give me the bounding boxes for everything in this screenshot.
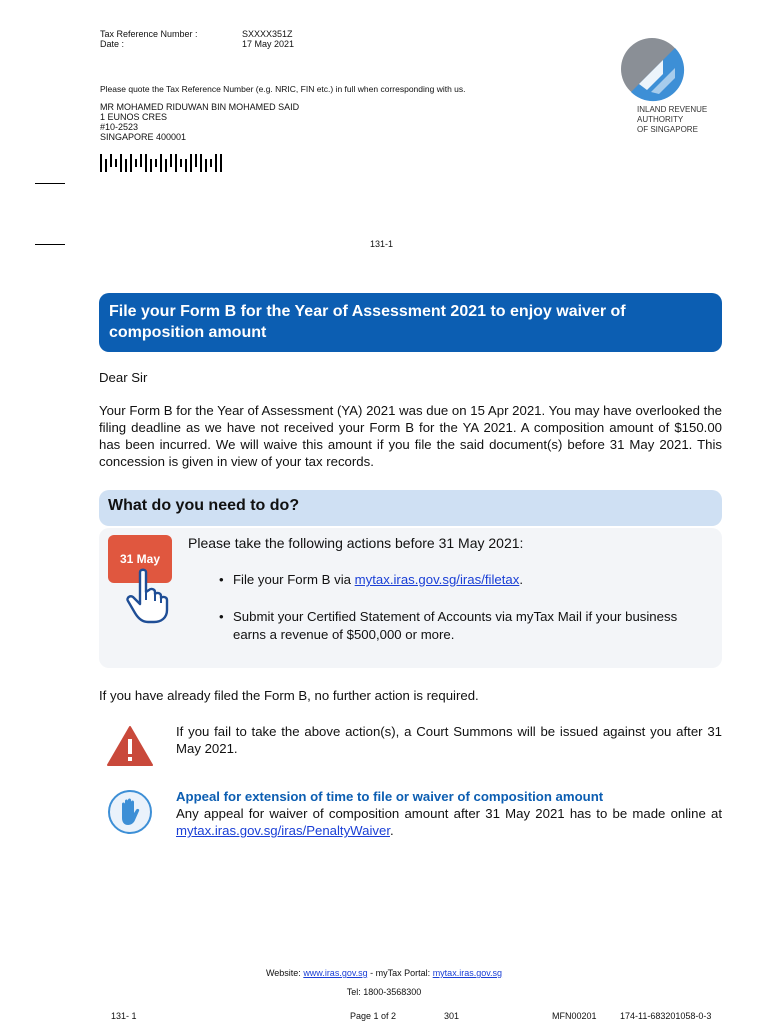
- filetax-link[interactable]: mytax.iras.gov.sg/iras/filetax: [354, 572, 520, 587]
- page-number: Page 1 of 2: [350, 1011, 397, 1021]
- iras-logo: [613, 34, 713, 139]
- footer-num: 301: [444, 1011, 460, 1021]
- title-banner: [99, 293, 722, 352]
- logo-line: INLAND REVENUE: [637, 105, 708, 114]
- todo-heading-text: What do you need to do?: [108, 497, 300, 514]
- appeal-suffix: .: [390, 823, 394, 838]
- banner-title: File your Form B for the Year of Assessment 2021 to enjoy waiver of composition amount: [109, 303, 626, 341]
- logo-line: OF SINGAPORE: [637, 125, 698, 134]
- penalty-waiver-link[interactable]: mytax.iras.gov.sg/iras/PenaltyWaiver: [176, 823, 390, 838]
- postal-barcode: [100, 154, 224, 172]
- hand-stop-icon: [107, 789, 153, 835]
- appeal-title: Appeal for extension of time to file or waiver of composition amount: [176, 789, 604, 804]
- address-line: 1 EUNOS CRES: [100, 112, 168, 122]
- appeal-block: [176, 788, 722, 839]
- letter-paragraph: Your Form B for the Year of Assessment (YA) 2021 was due on 15 Apr 2021. You may have overlooked the filing deadline as we have not received your Form B for the YA 2021. A composition amount of $150.00 has been incurred. We will waive this amount if you file the said document(s) before 31 May 2021. This concession is given in view of your tax records.: [99, 403, 722, 469]
- website-label: Website:: [265, 968, 304, 978]
- date-value: 17 May 2021: [242, 39, 295, 49]
- hand-pointer-icon: [124, 568, 174, 624]
- action-list: [219, 571, 713, 644]
- address-block: [100, 102, 299, 142]
- todo-intro: Please take the following actions before 31 May 2021:: [188, 535, 524, 551]
- footer-ref: 174-11-683201058-0-3: [620, 1011, 712, 1021]
- iras-logo-icon: [617, 34, 687, 104]
- reference-code: 131-1: [370, 239, 394, 249]
- footer-code: 131- 1: [111, 1011, 137, 1021]
- logo-line: AUTHORITY: [637, 115, 684, 124]
- calendar-date: 31 May: [119, 552, 161, 566]
- address-line: #10-2523: [100, 122, 139, 132]
- tax-ref-value: SXXXX351Z: [242, 29, 293, 39]
- fold-mark: [35, 183, 65, 184]
- footer-mfn: MFN00201: [552, 1011, 597, 1021]
- website-link[interactable]: www.iras.gov.sg: [303, 968, 368, 978]
- appeal-body: [176, 805, 722, 839]
- action-item: [219, 608, 713, 644]
- action1-prefix: File your Form B via: [233, 572, 355, 587]
- footer-tel: Tel: 1800-3568300: [346, 987, 422, 997]
- portal-label: - myTax Portal:: [367, 968, 433, 978]
- footer-links: [0, 968, 768, 978]
- warning-triangle-icon: [107, 725, 153, 767]
- date-label: Date :: [100, 39, 125, 49]
- fold-mark: [35, 244, 65, 245]
- appeal-text: Any appeal for waiver of composition amount after 31 May 2021 has to be made online at: [176, 806, 722, 821]
- address-line: MR MOHAMED RIDUWAN BIN MOHAMED SAID: [100, 102, 300, 112]
- address-line: SINGAPORE 400001: [100, 132, 187, 142]
- action2-text: Submit your Certified Statement of Accounts via myTax Mail if your business earns a revenue of $500,000 or more.: [233, 609, 678, 642]
- action1-suffix: .: [519, 572, 523, 587]
- todo-heading: [99, 490, 722, 526]
- warning-text: If you fail to take the above action(s), a Court Summons will be issued against you after 31 May 2021.: [176, 724, 722, 756]
- tax-ref-label: Tax Reference Number :: [100, 29, 198, 39]
- quote-note: Please quote the Tax Reference Number (e.g. NRIC, FIN etc.) in full when corresponding with us.: [100, 84, 466, 94]
- salutation: Dear Sir: [99, 370, 148, 385]
- portal-link[interactable]: mytax.iras.gov.sg: [432, 968, 503, 978]
- already-filed-note: If you have already filed the Form B, no further action is required.: [99, 688, 479, 703]
- action-item: [219, 571, 713, 589]
